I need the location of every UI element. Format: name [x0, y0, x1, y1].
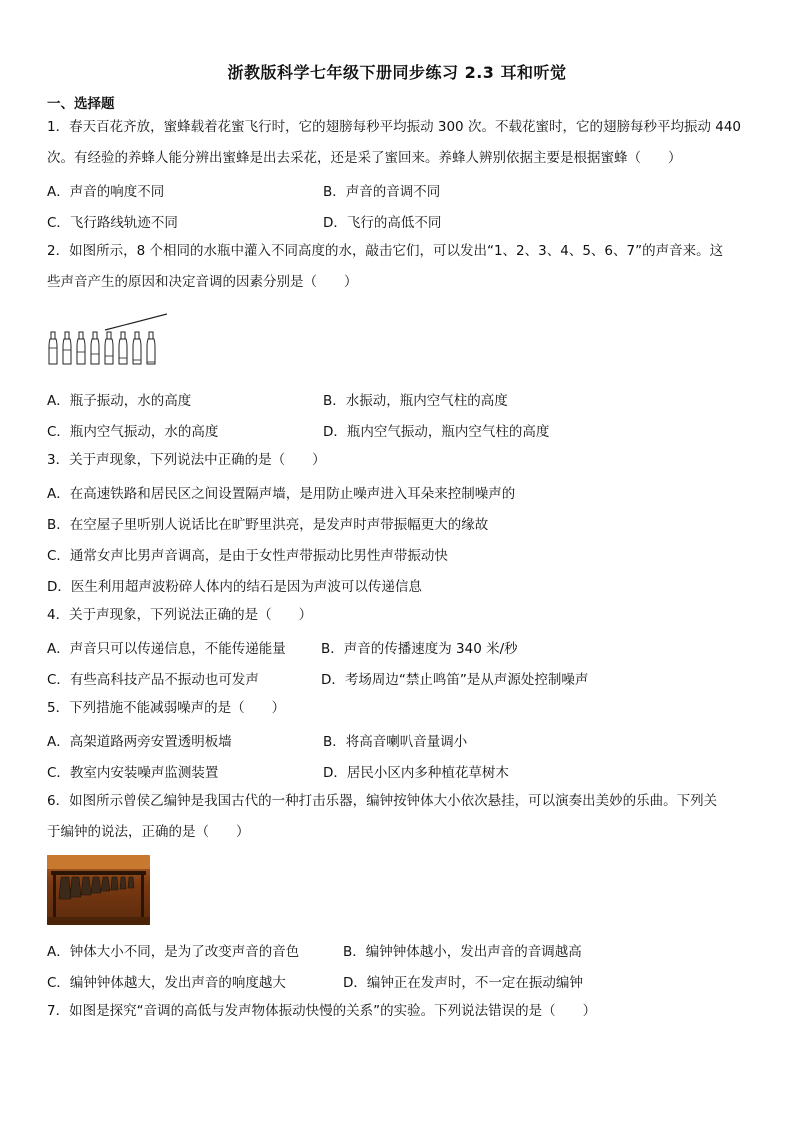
q6-stem-line1: 6．如图所示曾侯乙编钟是我国古代的一种打击乐器，编钟按钟体大小依次悬挂，可以演奏出美妙的乐曲。下列关 — [47, 793, 718, 809]
q4-option-c: C．有些高科技产品不振动也可发声 — [47, 672, 259, 688]
q4-stem: 4．关于声现象，下列说法正确的是（ ） — [47, 607, 313, 623]
bottle-8 — [147, 332, 155, 364]
q4-option-d: D．考场周边“禁止鸣笛”是从声源处控制噪声 — [321, 672, 589, 688]
bottle-4 — [91, 332, 99, 364]
q1-option-c: C．飞行路线轨迹不同 — [47, 215, 178, 231]
q5-option-c: C．教室内安装噪声监测装置 — [47, 765, 219, 781]
q2-option-a: A．瓶子振动，水的高度 — [47, 393, 192, 409]
q1-option-b: B．声音的音调不同 — [323, 184, 441, 200]
q2-stem-line1: 2．如图所示，8 个相同的水瓶中灌入不同高度的水，敲击它们，可以发出“1、2、3、4、5、6、7”的声音来。这 — [47, 243, 724, 259]
q6-option-b: B．编钟钟体越小，发出声音的音调越高 — [343, 944, 582, 960]
bottle-row — [49, 332, 155, 364]
q4-option-a: A．声音只可以传递信息，不能传递能量 — [47, 641, 286, 657]
bells-illustration — [47, 855, 150, 925]
q1-option-d: D．飞行的高低不同 — [323, 215, 442, 231]
bottle-6 — [119, 332, 127, 364]
striking-rod — [105, 314, 167, 330]
bell-set — [59, 877, 134, 899]
q1-option-a: A．声音的响度不同 — [47, 184, 165, 200]
q2-option-b: B．水振动，瓶内空气柱的高度 — [323, 393, 508, 409]
q1-stem-line2: 次。有经验的养蜂人能分辨出蜜蜂是出去采花，还是采了蜜回来。养蜂人辨别依据主要是根据蜜蜂（ ） — [47, 150, 682, 166]
bottle-2 — [63, 332, 71, 364]
q5-option-a: A．高架道路两旁安置透明板墙 — [47, 734, 232, 750]
q2-option-c: C．瓶内空气振动，水的高度 — [47, 424, 219, 440]
q6-stem-line2: 于编钟的说法，正确的是（ ） — [47, 824, 250, 840]
page-title: 浙教版科学七年级下册同步练习 2.3 耳和听觉 — [227, 63, 567, 82]
q6-option-a: A．钟体大小不同，是为了改变声音的音色 — [47, 944, 300, 960]
section-heading: 一、选择题 — [47, 96, 115, 112]
q3-option-c: C．通常女声比男声音调高，是由于女性声带振动比男性声带振动快 — [47, 548, 448, 564]
bottle-5 — [105, 332, 113, 364]
q5-stem: 5．下列措施不能减弱噪声的是（ ） — [47, 700, 286, 716]
q1-stem-line1: 1．春天百花齐放，蜜蜂载着花蜜飞行时，它的翅膀每秒平均振动 300 次。不载花蜜时，它的翅膀每秒平均振动 440 — [47, 119, 741, 135]
q5-option-d: D．居民小区内多种植花草树木 — [323, 765, 509, 781]
bianzhong-bells-photo — [47, 855, 150, 925]
q4-option-b: B．声音的传播速度为 340 米/秒 — [321, 641, 518, 657]
bottle-3 — [77, 332, 85, 364]
q2-stem-line2: 些声音产生的原因和决定音调的因素分别是（ ） — [47, 274, 358, 290]
q3-option-d: D．医生利用超声波粉碎人体内的结石是因为声波可以传递信息 — [47, 579, 422, 595]
q6-option-d: D．编钟正在发声时，不一定在振动编钟 — [343, 975, 583, 991]
q7-stem: 7．如图是探究“音调的高低与发声物体振动快慢的关系”的实验。下列说法错误的是（ ） — [47, 1003, 597, 1019]
bell-rack-beam — [51, 871, 146, 875]
q3-option-b: B．在空屋子里听别人说话比在旷野里洪亮，是发声时声带振幅更大的缘故 — [47, 517, 489, 533]
q5-option-b: B．将高音喇叭音量调小 — [323, 734, 468, 750]
q3-stem: 3．关于声现象，下列说法中正确的是（ ） — [47, 452, 326, 468]
water-bottles-figure — [47, 312, 167, 368]
q3-option-a: A．在高速铁路和居民区之间设置隔声墙，是用防止噪声进入耳朵来控制噪声的 — [47, 486, 516, 502]
q6-option-c: C．编钟钟体越大，发出声音的响度越大 — [47, 975, 286, 991]
bottle-7 — [133, 332, 141, 364]
q2-option-d: D．瓶内空气振动，瓶内空气柱的高度 — [323, 424, 550, 440]
water-levels — [49, 348, 155, 362]
